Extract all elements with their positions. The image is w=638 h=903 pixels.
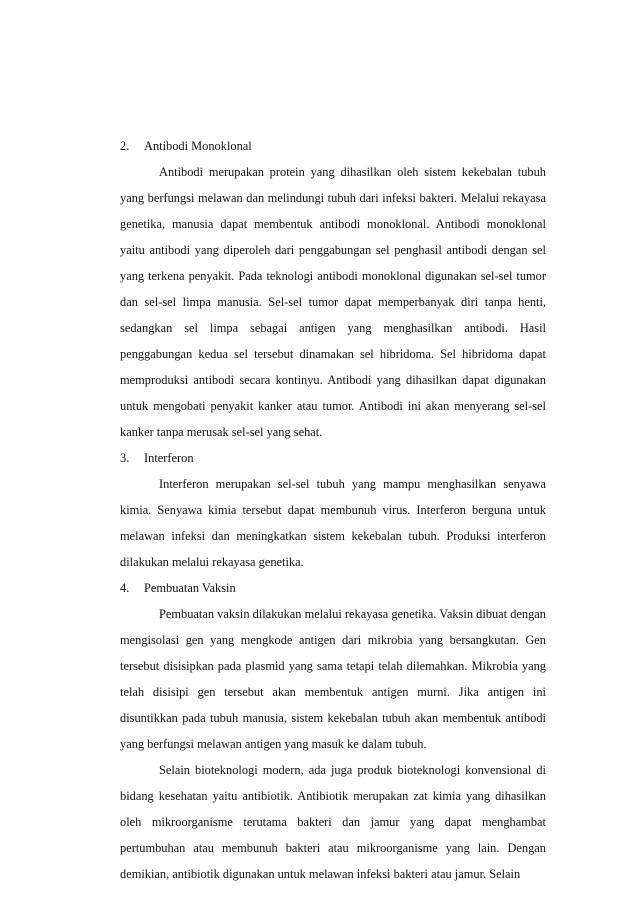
section-title: Antibodi Monoklonal <box>144 139 252 153</box>
closing-paragraph: Selain bioteknologi modern, ada juga produk bioteknologi konvensional di bidang kesehatan yaitu antibiotik. Antibiotik merupakan zat kimia yang dihasilkan oleh mikroorganisme terutama bakteri dan jamur yang dapat menghambat pertumbuhan atau membunuh bakteri atau mikroorganisme yang lain. Dengan demikian, antibiotik digunakan untuk melawan infeksi bakteri atau jamur. Selain <box>120 763 546 881</box>
section-paragraph: Interferon merupakan sel-sel tubuh yang mampu menghasilkan senyawa kimia. Senyawa kimia tersebut dapat membunuh virus. Interferon berguna untuk melawan infeksi dan meningkatkan sistem kekebalan tubuh. Produksi interferon dilakukan melalui rekayasa genetika. <box>120 477 546 569</box>
section-title: Pembuatan Vaksin <box>144 581 236 595</box>
document-page <box>120 133 546 887</box>
section-heading <box>120 133 546 159</box>
section-number: 4. <box>120 581 130 595</box>
section-antibodi-monoklonal <box>120 133 546 445</box>
section-heading <box>120 575 546 601</box>
section-paragraph: Pembuatan vaksin dilakukan melalui rekayasa genetika. Vaksin dibuat dengan mengisolasi gen yang mengkode antigen dari mikrobia yang bersangkutan. Gen tersebut disisipkan pada plasmid yang sama tetapi telah dilemahkan. Mikrobia yang telah disisipi gen tersebut akan membentuk antigen murni. Jika antigen ini disuntikkan pada tubuh manusia, sistem kekebalan tubuh akan membentuk antibodi yang berfungsi melawan antigen yang masuk ke dalam tubuh. <box>120 607 546 751</box>
section-paragraph: Antibodi merupakan protein yang dihasilkan oleh sistem kekebalan tubuh yang berfungsi melawan dan melindungi tubuh dari infeksi bakteri. Melalui rekayasa genetika, manusia dapat membentuk antibodi monoklonal. Antibodi monoklonal yaitu antibodi yang diperoleh dari penggabungan sel penghasil antibodi dengan sel yang terkena penyakit. Pada teknologi antibodi monoklonal digunakan sel-sel tumor dan sel-sel limpa manusia. Sel-sel tumor dapat memperbanyak diri tanpa henti, sedangkan sel limpa sebagai antigen yang menghasilkan antibodi. Hasil penggabungan kedua sel tersebut dinamakan sel hibridoma. Sel hibridoma dapat memproduksi antibodi secara kontinyu. Antibodi yang dihasilkan dapat digunakan untuk mengobati penyakit kanker atau tumor. Antibodi ini akan menyerang sel-sel kanker tanpa merusak sel-sel yang sehat. <box>120 165 546 439</box>
section-interferon <box>120 445 546 575</box>
section-title: Interferon <box>144 451 194 465</box>
section-heading <box>120 445 546 471</box>
section-number: 3. <box>120 451 130 465</box>
section-pembuatan-vaksin <box>120 575 546 757</box>
section-number: 2. <box>120 139 130 153</box>
